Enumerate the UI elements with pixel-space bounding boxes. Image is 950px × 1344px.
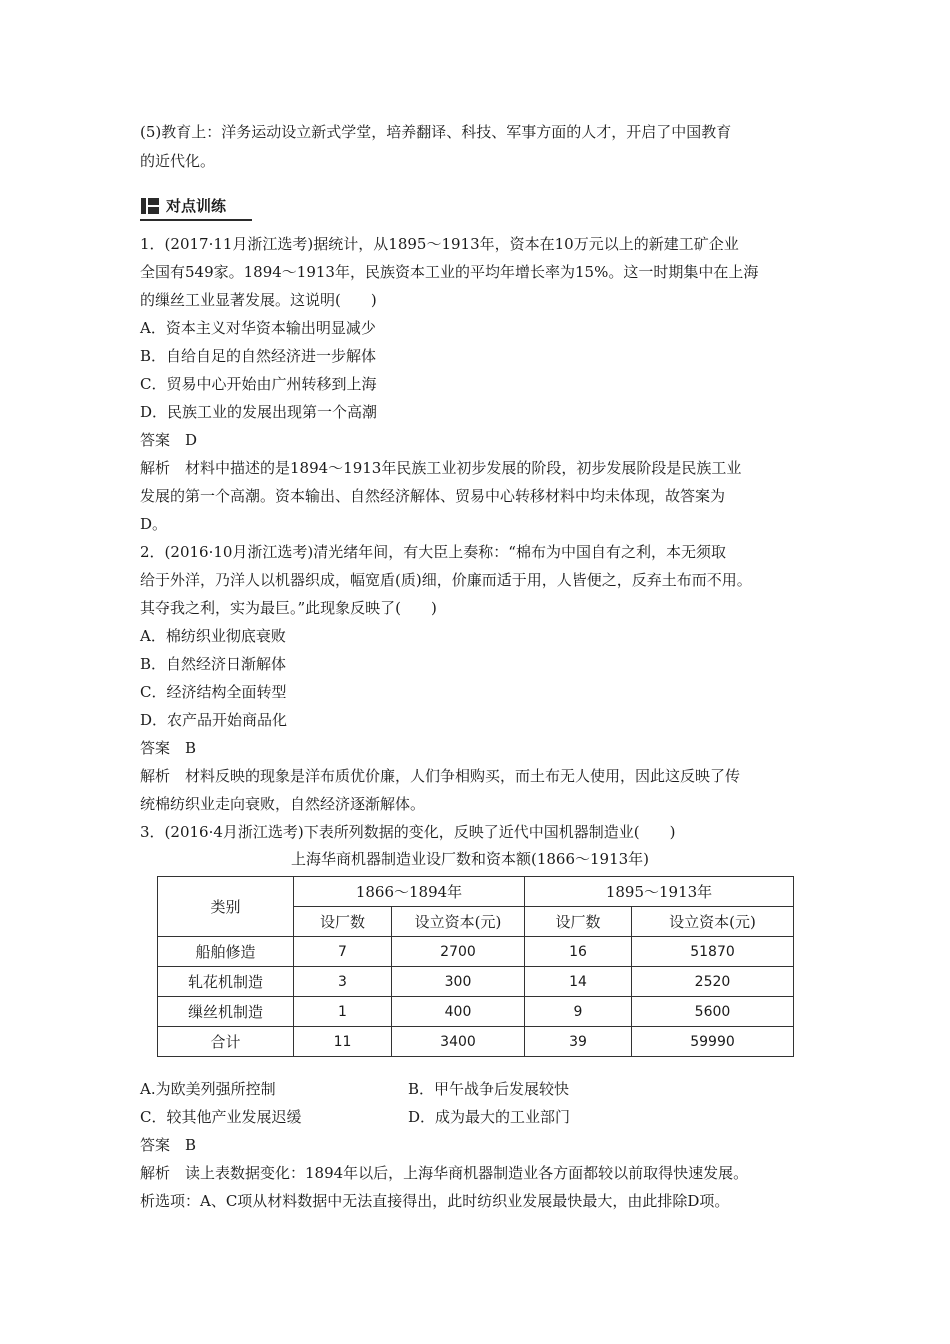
q3-options-row-2: [140, 1103, 820, 1131]
table-caption: 上海华商机器制造业设厂数和资本额(1866～1913年): [290, 850, 650, 868]
table-subheader-capital: 设立资本(元): [392, 907, 525, 937]
q3-options-row-1: [140, 1075, 820, 1103]
q1-option-c: C．贸易中心开始由广州转移到上海: [140, 375, 377, 393]
table-subheader-factories: 设厂数: [294, 907, 392, 937]
table-cell: 59990: [632, 1027, 794, 1057]
q2-option-d: D．农产品开始商品化: [140, 711, 288, 729]
table-cell-name: 轧花机制造: [158, 967, 294, 997]
q3-option-c: C．较其他产业发展迟缓: [140, 1108, 302, 1126]
q1-stem-line: 的缫丝工业显著发展。这说明( ): [140, 291, 377, 309]
table-cell: 39: [525, 1027, 632, 1057]
q1-option-a: A．资本主义对华资本输出明显减少: [140, 319, 376, 337]
table-cell: 400: [392, 997, 525, 1027]
table-cell: 14: [525, 967, 632, 997]
section-underline: [140, 219, 252, 221]
table-cell: 16: [525, 937, 632, 967]
q3-stem: 3．(2016·4月浙江选考)下表所列数据的变化，反映了近代中国机器制造业( ): [140, 823, 676, 841]
table-cell: 7: [294, 937, 392, 967]
q2-answer: 答案 B: [140, 739, 197, 757]
q1-option-d: D．民族工业的发展出现第一个高潮: [140, 403, 378, 421]
data-table: [157, 876, 794, 1057]
q1-stem-line: 全国有549家。1894～1913年，民族资本工业的平均年增长率为15%。这一时期集中在上海: [140, 263, 759, 281]
q3-answer: 答案 B: [140, 1136, 197, 1154]
table-cell: 2700: [392, 937, 525, 967]
table-cell-name: 合计: [158, 1027, 294, 1057]
section-bars-icon: [141, 198, 159, 214]
q2-option-b: B．自然经济日渐解体: [140, 655, 287, 673]
q1-analysis-line: D。: [140, 515, 168, 533]
table-subheader-capital: 设立资本(元): [632, 907, 794, 937]
table-cell: 5600: [632, 997, 794, 1027]
q3-option-d: D．成为最大的工业部门: [408, 1108, 571, 1126]
table-cell: 1: [294, 997, 392, 1027]
table-cell-name: 缫丝机制造: [158, 997, 294, 1027]
q2-stem-line: 给于外洋，乃洋人以机器织成，幅宽盾(质)细，价廉而适于用，人皆便之，反弃土布而不用。: [140, 571, 752, 589]
table-row: [158, 1027, 794, 1057]
table-header-period-2: 1895～1913年: [525, 877, 794, 907]
table-subheader-factories: 设厂数: [525, 907, 632, 937]
q3-option-a: A.为欧美列强所控制: [140, 1080, 276, 1098]
section-header: [140, 192, 820, 222]
table-cell: 2520: [632, 967, 794, 997]
table-cell: 51870: [632, 937, 794, 967]
q1-analysis-line: 发展的第一个高潮。资本输出、自然经济解体、贸易中心转移材料中均未体现，故答案为: [140, 487, 726, 505]
q2-option-a: A．棉纺织业彻底衰败: [140, 627, 286, 645]
table-row: [158, 997, 794, 1027]
question-3: [140, 818, 820, 1215]
table-cell: 9: [525, 997, 632, 1027]
q3-analysis-line: 解析 读上表数据变化：1894年以后，上海华商机器制造业各方面都较以前取得快速发展。: [140, 1164, 749, 1182]
q3-option-b: B．甲午战争后发展较快: [408, 1080, 570, 1098]
q2-stem-line: 2．(2016·10月浙江选考)清光绪年间，有大臣上奏称：“棉布为中国自有之利，本无须取: [140, 543, 726, 561]
intro-line-2: 的近代化。: [140, 152, 216, 170]
question-1: [140, 230, 820, 538]
q1-stem-line: 1．(2017·11月浙江选考)据统计，从1895～1913年，资本在10万元以上的新建工矿企业: [140, 235, 739, 253]
q2-analysis-line: 统棉纺织业走向衰败，自然经济逐渐解体。: [140, 795, 426, 813]
table-cell: 300: [392, 967, 525, 997]
table-row: [158, 967, 794, 997]
q1-option-b: B．自给自足的自然经济进一步解体: [140, 347, 377, 365]
table-cell-name: 船舶修造: [158, 937, 294, 967]
intro-line-1: (5)教育上：洋务运动设立新式学堂，培养翻译、科技、军事方面的人才，开启了中国教育: [140, 123, 732, 141]
table-cell: 3400: [392, 1027, 525, 1057]
q2-stem-line: 其夺我之利，实为最巨。”此现象反映了( ): [140, 599, 437, 617]
q2-option-c: C．经济结构全面转型: [140, 683, 287, 701]
q1-answer: 答案 D: [140, 431, 198, 449]
document-page: [140, 118, 820, 1215]
table-header-period-1: 1866～1894年: [294, 877, 525, 907]
q1-analysis-line: 解析 材料中描述的是1894～1913年民族工业初步发展的阶段，初步发展阶段是民族工业: [140, 459, 742, 477]
table-cell: 11: [294, 1027, 392, 1057]
table-header-category: 类别: [158, 877, 294, 937]
question-2: [140, 538, 820, 818]
table-row: [158, 937, 794, 967]
q3-analysis-line: 析选项：A、C项从材料数据中无法直接得出，此时纺织业发展最快最大，由此排除D项。: [140, 1192, 730, 1210]
table-cell: 3: [294, 967, 392, 997]
q2-analysis-line: 解析 材料反映的现象是洋布质优价廉，人们争相购买，而土布无人使用，因此这反映了传: [140, 767, 741, 785]
section-title: 对点训练: [166, 197, 227, 215]
